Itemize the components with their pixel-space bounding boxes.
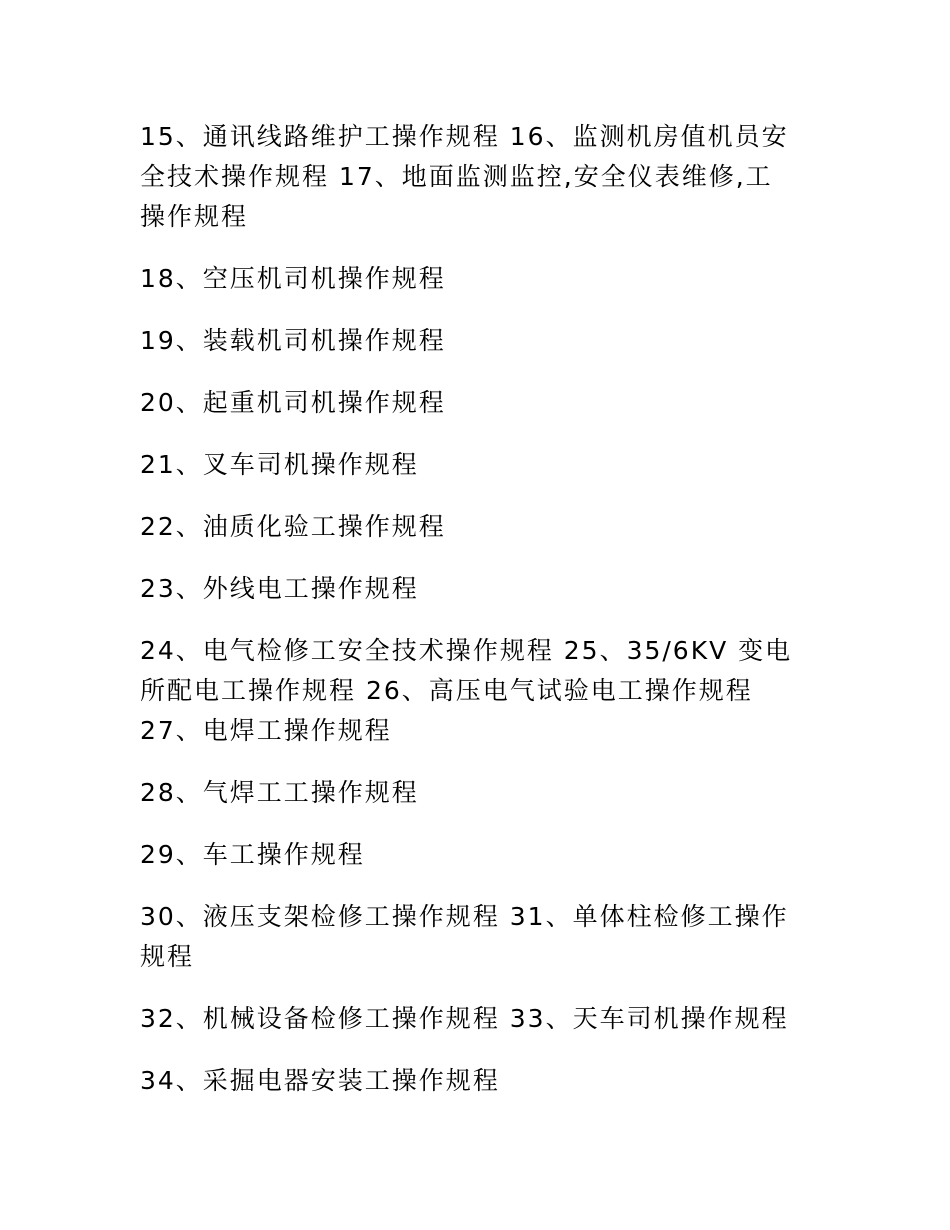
paragraph-32-33 [140, 999, 820, 1039]
text-line: 23、外线电工操作规程 [140, 574, 419, 603]
text-line: 22、油质化验工操作规程 [140, 512, 446, 541]
text-line: 操作规程 [140, 202, 249, 231]
paragraph-23 [140, 569, 820, 609]
text-line: 所配电工操作规程 26、高压电气试验电工操作规程 [140, 676, 753, 705]
text-line: 19、装载机司机操作规程 [140, 326, 446, 355]
text-line: 21、叉车司机操作规程 [140, 450, 419, 479]
text-line: 28、气焊工工操作规程 [140, 778, 419, 807]
paragraph-20 [140, 383, 820, 423]
paragraph-24-27 [140, 631, 820, 751]
paragraph-15-17 [140, 117, 820, 237]
paragraph-30-31 [140, 897, 820, 977]
text-line: 15、通讯线路维护工操作规程 16、监测机房值机员安 [140, 122, 789, 151]
paragraph-19 [140, 321, 820, 361]
paragraph-34 [140, 1061, 820, 1101]
text-line: 24、电气检修工安全技术操作规程 25、35/6KV 变电 [140, 636, 793, 665]
paragraph-21 [140, 445, 820, 485]
paragraph-28 [140, 773, 820, 813]
document-page [140, 117, 820, 1123]
text-line: 34、采掘电器安装工操作规程 [140, 1066, 500, 1095]
paragraph-18 [140, 259, 820, 299]
text-line: 27、电焊工操作规程 [140, 716, 392, 745]
text-line: 29、车工操作规程 [140, 840, 365, 869]
text-line: 32、机械设备检修工操作规程 33、天车司机操作规程 [140, 1004, 789, 1033]
text-line: 全技术操作规程 17、地面监测监控,安全仪表维修,工 [140, 162, 773, 191]
text-line: 30、液压支架检修工操作规程 31、单体柱检修工操作 [140, 902, 789, 931]
paragraph-22 [140, 507, 820, 547]
text-line: 20、起重机司机操作规程 [140, 388, 446, 417]
text-line: 规程 [140, 942, 195, 971]
text-line: 18、空压机司机操作规程 [140, 264, 446, 293]
paragraph-29 [140, 835, 820, 875]
